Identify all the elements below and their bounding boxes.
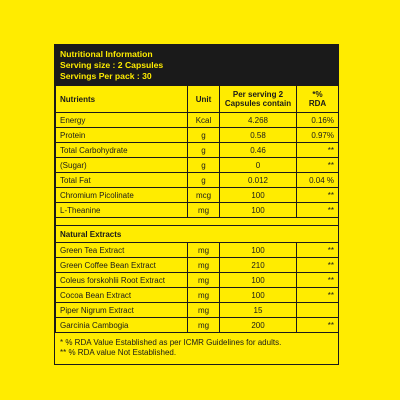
header-title: Nutritional Information [60, 49, 153, 59]
nutrient-unit: mg [188, 288, 220, 303]
spacer-row [56, 218, 339, 226]
nutrient-rda: ** [297, 188, 339, 203]
nutrient-value: 200 [220, 318, 297, 333]
nutrient-rda: ** [297, 158, 339, 173]
footnotes [55, 333, 338, 364]
nutrient-value: 100 [220, 288, 297, 303]
table-row [56, 173, 339, 188]
nutrient-unit: mg [188, 273, 220, 288]
nutrient-name: Energy [56, 113, 188, 128]
nutrient-name: Protein [56, 128, 188, 143]
nutrient-name: Coleus forskohlii Root Extract [56, 273, 188, 288]
table-row [56, 288, 339, 303]
natural-extracts-row [56, 226, 339, 243]
nutrient-name: Green Coffee Bean Extract [56, 258, 188, 273]
nutrient-rda: ** [297, 318, 339, 333]
nutrient-unit: Kcal [188, 113, 220, 128]
nutrient-name: Cocoa Bean Extract [56, 288, 188, 303]
nutrition-table [55, 85, 339, 333]
nutrient-value: 0.58 [220, 128, 297, 143]
nutrient-value: 210 [220, 258, 297, 273]
col-per-serving-line2: Capsules contain [224, 99, 292, 108]
col-rda-line1: *% [312, 90, 323, 99]
nutrient-unit: mg [188, 303, 220, 318]
footnote-rda-established: * % RDA Value Established as per ICMR Guidelines for adults. [60, 338, 282, 347]
nutrient-value: 100 [220, 188, 297, 203]
nutrient-value: 100 [220, 273, 297, 288]
nutrient-unit: g [188, 158, 220, 173]
nutrient-name: L-Theanine [56, 203, 188, 218]
nutrient-value: 0 [220, 158, 297, 173]
nutrient-value: 0.012 [220, 173, 297, 188]
nutrient-name: Piper Nigrum Extract [56, 303, 188, 318]
nutrient-rda: ** [297, 203, 339, 218]
nutrient-name: Chromium Picolinate [56, 188, 188, 203]
table-header-row [56, 86, 339, 113]
nutrient-name: Total Carbohydrate [56, 143, 188, 158]
nutrition-panel [54, 44, 339, 365]
nutrient-rda [297, 303, 339, 318]
nutrient-value: 100 [220, 243, 297, 258]
table-row [56, 273, 339, 288]
servings-per-pack: Servings Per pack : 30 [60, 71, 152, 81]
nutrient-unit: mg [188, 243, 220, 258]
col-rda-line2: RDA [308, 99, 327, 108]
serving-size: Serving size : 2 Capsules [60, 60, 164, 70]
table-row [56, 258, 339, 273]
col-unit: Unit [188, 86, 220, 113]
nutrient-value: 0.46 [220, 143, 297, 158]
nutrient-name: Green Tea Extract [56, 243, 188, 258]
nutrient-name: Total Fat [56, 173, 188, 188]
nutrient-unit: mg [188, 258, 220, 273]
nutrient-name: (Sugar) [56, 158, 188, 173]
nutrient-unit: g [188, 143, 220, 158]
nutrient-unit: mg [188, 203, 220, 218]
nutrient-value: 100 [220, 203, 297, 218]
nutrient-rda: ** [297, 273, 339, 288]
nutrient-rda: ** [297, 258, 339, 273]
nutrient-unit: g [188, 173, 220, 188]
table-row [56, 318, 339, 333]
table-row [56, 243, 339, 258]
nutrition-header [55, 45, 338, 85]
table-row [56, 203, 339, 218]
nutrient-rda: 0.04 % [297, 173, 339, 188]
nutrient-value: 15 [220, 303, 297, 318]
nutrient-rda: 0.16% [297, 113, 339, 128]
table-row [56, 303, 339, 318]
table-row [56, 113, 339, 128]
col-nutrients: Nutrients [56, 86, 188, 113]
nutrient-value: 4.268 [220, 113, 297, 128]
nutrient-rda: ** [297, 243, 339, 258]
footnote-rda-not-established: ** % RDA value Not Established. [60, 348, 177, 357]
table-row [56, 128, 339, 143]
nutrient-rows [56, 113, 339, 218]
natural-extracts-title: Natural Extracts [56, 226, 339, 243]
nutrient-unit: mg [188, 318, 220, 333]
nutrient-unit: mcg [188, 188, 220, 203]
nutrient-rda: ** [297, 143, 339, 158]
nutrient-rda: 0.97% [297, 128, 339, 143]
col-rda [297, 86, 339, 113]
nutrient-rda: ** [297, 288, 339, 303]
table-row [56, 188, 339, 203]
col-per-serving-line1: Per serving 2 [232, 90, 284, 99]
nutrient-name: Garcinia Cambogia [56, 318, 188, 333]
table-row [56, 158, 339, 173]
table-row [56, 143, 339, 158]
col-per-serving [220, 86, 297, 113]
nutrient-unit: g [188, 128, 220, 143]
extract-rows [56, 243, 339, 333]
